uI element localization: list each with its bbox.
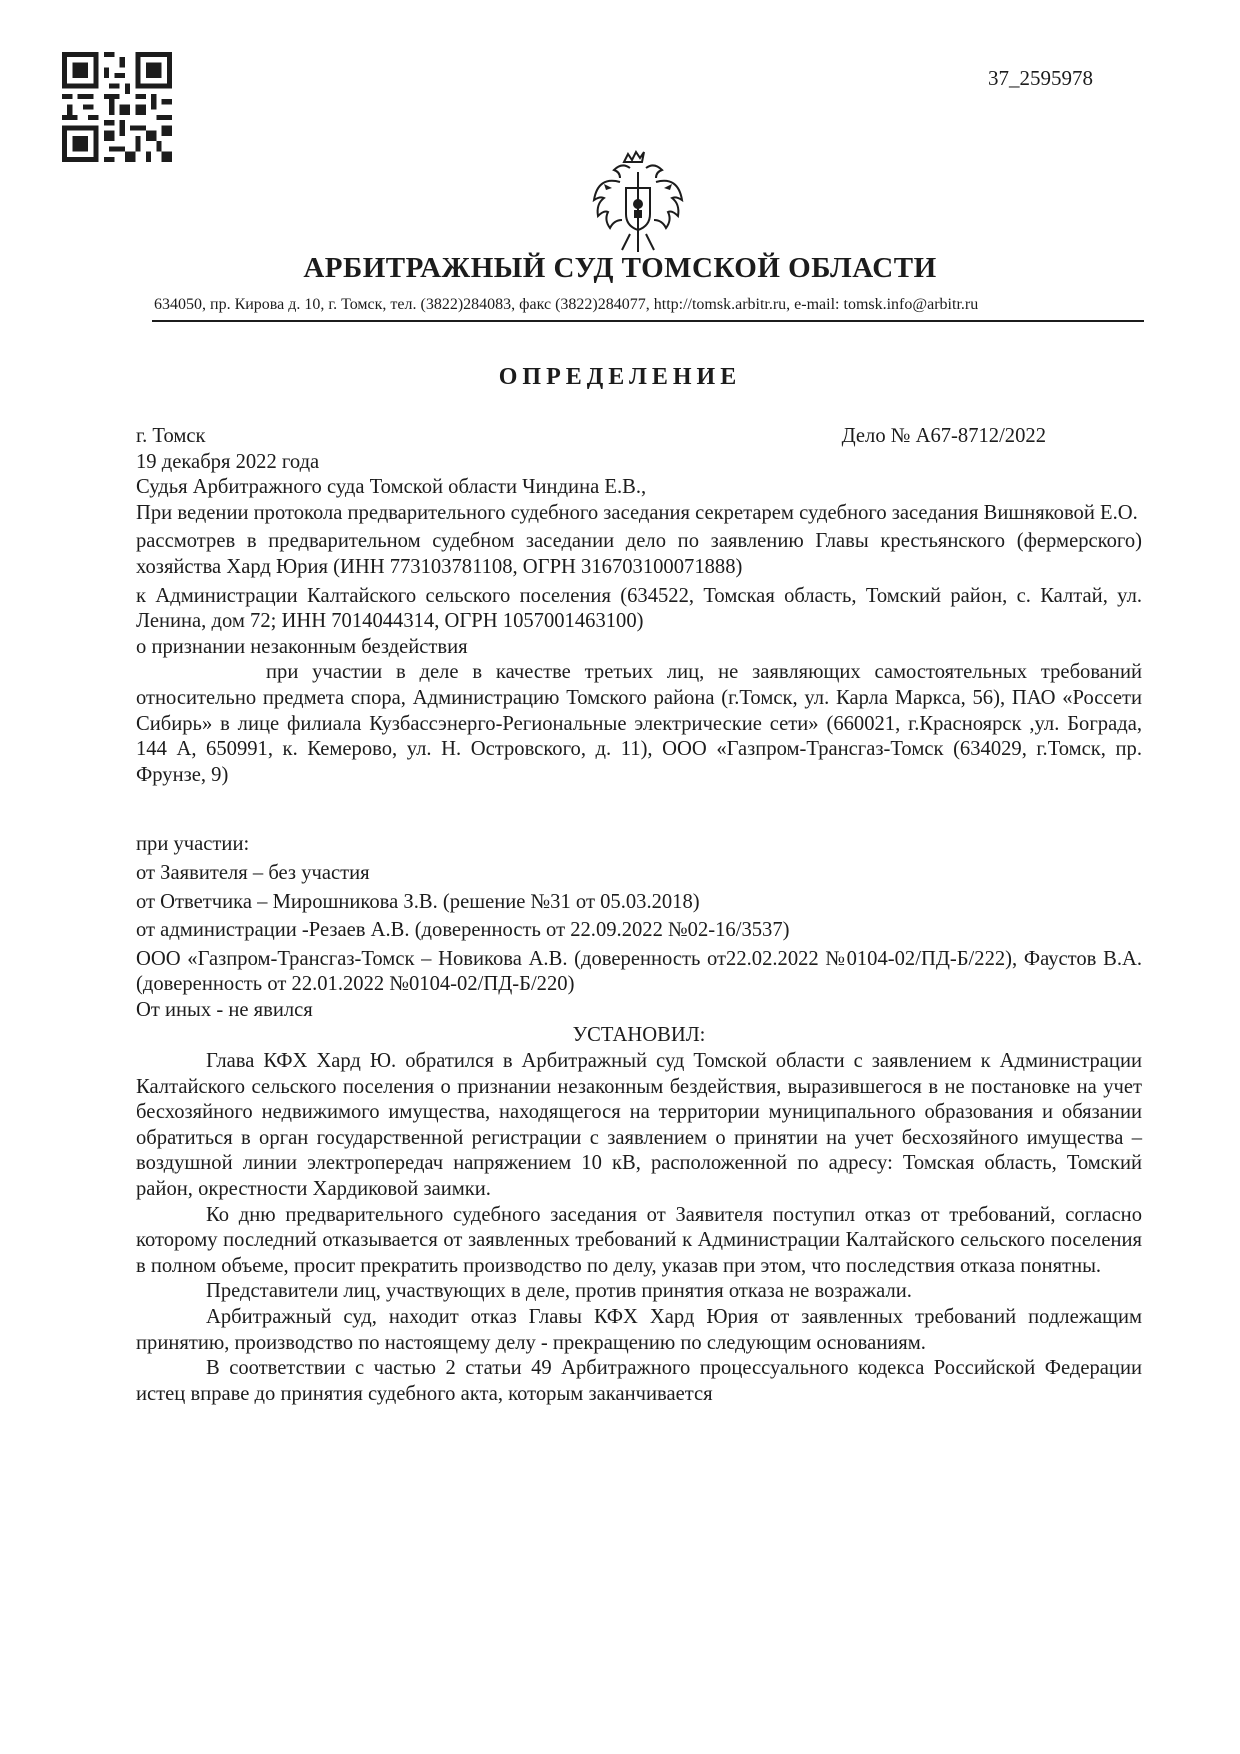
document-number: 37_2595978: [988, 66, 1093, 90]
participant-line: От иных - не явился: [136, 998, 313, 1021]
case-number: Дело № А67-8712/2022: [841, 425, 1046, 447]
participant-line: от администрации -Резаев А.В. (доверенность от 22.09.2022 №02-16/3537): [136, 919, 790, 942]
participant-line: ООО «Газпром-Трансгаз-Томск – Новикова А.В. (доверенность от22.02.2022 №0104-02/ПД-Б/222), Фаустов В.А. (доверенность от 22.01.2022 №0104-02/ПД-Б/220): [136, 947, 1142, 996]
coat-of-arms-icon: [590, 148, 686, 256]
established-paragraph: Глава КФХ Хард Ю. обратился в Арбитражный суд Томской области с заявлением к Администрации Калтайского сельского поселения о признании незаконным бездействия, выразившегося в не постановке на учет бесхозяйного недвижимого имущества, находящегося на территории муниципального образования и обязании обратиться в орган государственной регистрации с заявлением о принятии на учет бесхозяйного имущества – воздушной линии электропередач напряжением 10 кВ, расположенной по адресу: Томская область, Томский район, окрестности Хардиковой заимки.: [136, 1050, 1142, 1201]
subject-line: о признании незаконным бездействия: [136, 635, 468, 658]
established-heading: УСТАНОВИЛ:: [572, 1024, 706, 1047]
city-case-row: [136, 424, 1142, 450]
established-paragraph: В соответствии с частью 2 статьи 49 Арбитражного процессуального кодекса Российской Федерации истец вправе до принятия судебного акта, которым заканчивается: [136, 1357, 1142, 1405]
participant-line: от Ответчика – Мирошникова З.В. (решение №31 от 05.03.2018): [136, 890, 700, 913]
established-paragraph: Представители лиц, участвующих в деле, против принятия отказа не возражали.: [206, 1280, 912, 1303]
respondent-line: к Администрации Калтайского сельского поселения (634522, Томская область, Томский район, с. Калтай, ул. Ленина, дом 72; ИНН 7014044314, ОГРН 1057001463100): [136, 584, 1142, 633]
header-divider: [152, 320, 1144, 322]
third-parties-paragraph: при участии в деле в качестве третьих лиц, не заявляющих самостоятельных требований относительно предмета спора, Администрацию Томского района (г.Томск, ул. Карла Маркса, 56), ПАО «Россети Сибирь» в лице филиала Кузбассэнерго-Региональные электрические сети» (660021, г.Красноярск ,ул. Бограда, 144 А, 650991, к. Кемерово, ул. Н. Островского, д. 11), ООО «Газпром-Трансгаз-Томск (634029, г.Томск, пр. Фрунзе, 9): [136, 661, 1142, 786]
established-paragraph: Арбитражный суд, находит отказ Главы КФХ Хард Юрия от заявленных требований подлежащим принятию, производство по настоящему делу - прекращению по следующим основаниям.: [136, 1306, 1142, 1354]
established-paragraph: Ко дню предварительного судебного заседания от Заявителя поступил отказ от требований, согласно которому последний отказывается от заявленных требований к Администрации Калтайского сельского поселения в полном объеме, просит прекратить производство по делу, указав при этом, что последствия отказа понятны.: [136, 1203, 1142, 1277]
document-body: [136, 424, 1142, 1407]
considered-line: рассмотрев в предварительном судебном заседании дело по заявлению Главы крестьянского (фермерского) хозяйства Хард Юрия (ИНН 773103781108, ОГРН 316703100071888): [136, 530, 1142, 578]
qr-code-icon: [62, 52, 172, 162]
court-name: АРБИТРАЖНЫЙ СУД ТОМСКОЙ ОБЛАСТИ: [303, 252, 937, 284]
participant-line: от Заявителя – без участия: [136, 861, 370, 884]
spacer: [136, 810, 1142, 832]
court-address: 634050, пр. Кирова д. 10, г. Томск, тел. (3822)284083, факс (3822)284077, http://tomsk.arbitr.ru, e-mail: tomsk.info@arbitr.ru: [154, 296, 979, 313]
participation-heading: при участии:: [136, 833, 250, 856]
city: г. Томск: [136, 425, 206, 447]
spacer: [136, 788, 1142, 810]
judge-line: Судья Арбитражного суда Томской области Чиндина Е.В.,: [136, 476, 647, 499]
decision-date: 19 декабря 2022 года: [136, 450, 320, 473]
document-title: ОПРЕДЕЛЕНИЕ: [498, 364, 742, 390]
secretary-line: При ведении протокола предварительного судебного заседания секретарем судебного заседания Вишняковой Е.О.: [136, 501, 1138, 524]
